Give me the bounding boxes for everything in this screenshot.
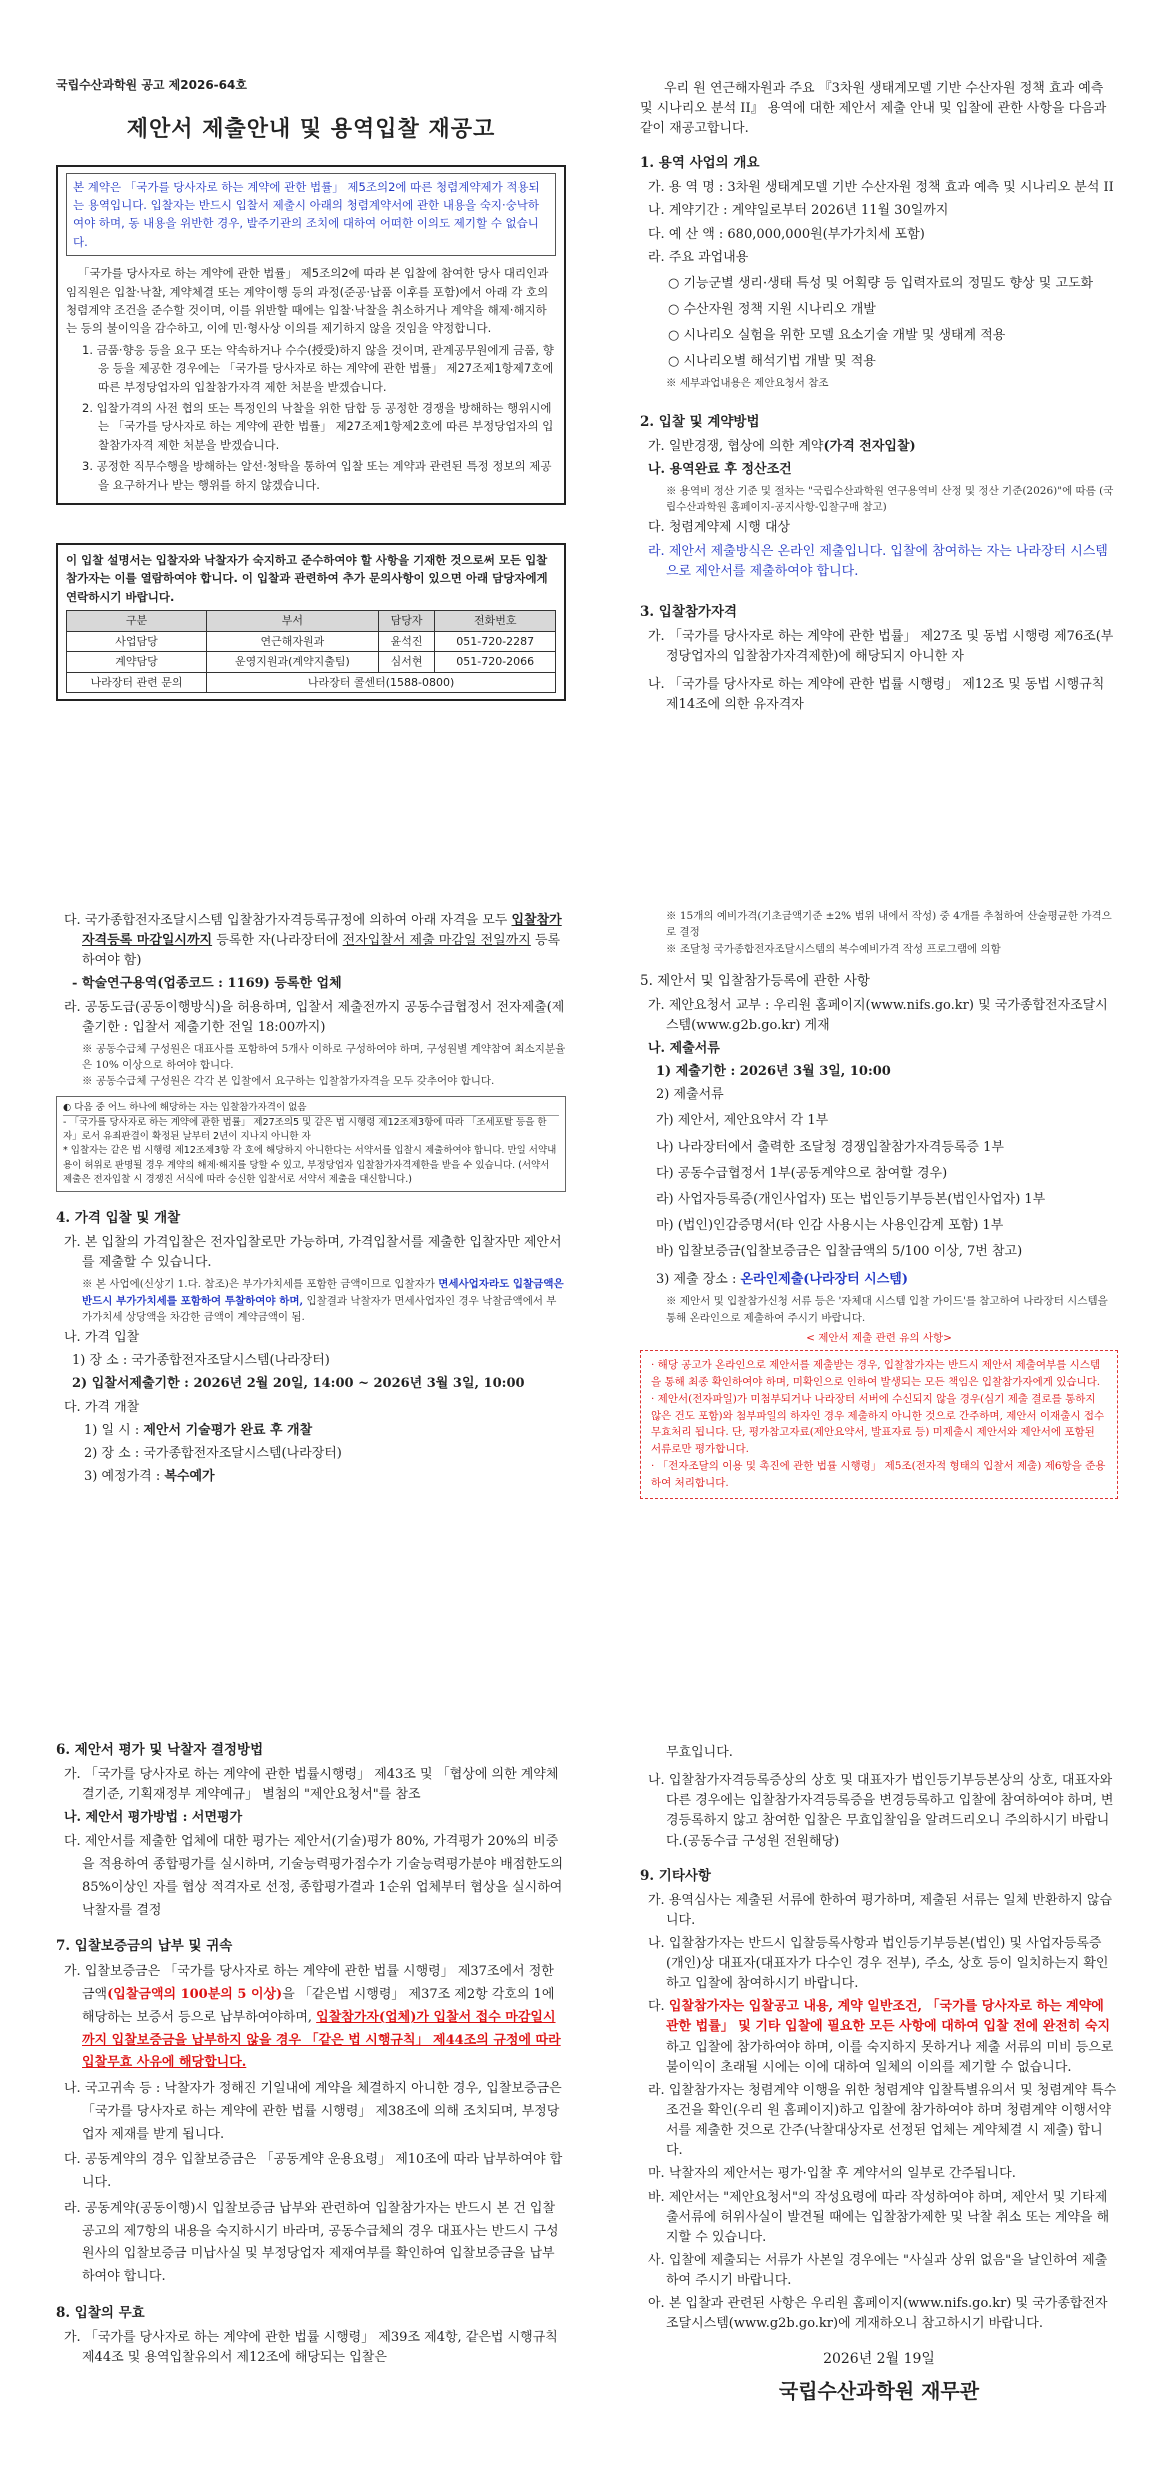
task-item: ○ 시나리오별 해석기법 개발 및 적용 (668, 354, 876, 370)
section-note (56, 1276, 566, 1325)
contact-cell: 051-720-2287 (435, 631, 556, 652)
section-item: 나. 제안서 평가방법 : 서면평가 (64, 1810, 243, 1826)
section-item: 라. 입찰참가자는 청렴계약 이행을 위한 청렴계약 입찰특별유의서 및 청렴계약 특수조건을 확인(우리 원 홈페이지)하고 입찰에 참가하여야 하며 청렴계약 이행서약서를 제출한 것으로 간주(낙찰대상자로 선정된 업체는 계약체결 시 제출) 합니다. (648, 2082, 1117, 2159)
list-item: 마) (법인)인감증명서(타 인감 사용시는 사용인감계 포함) 1부 (656, 1217, 1004, 1233)
contact-cell: 윤석진 (378, 631, 435, 652)
contact-cell: 계약담당 (67, 652, 207, 673)
section-item: 나. 입찰참가자는 반드시 입찰등록사항과 법인등기부등본(법인) 및 사업자등록증(개인)상 대표자(대표자가 다수인 경우 전부), 주소, 상호 등이 일치하는지 확인하고 입찰에 참여하시기 바랍니다. (648, 1935, 1109, 1992)
section-item-text: 가. 일반경쟁, 협상에 의한 계약 (648, 438, 824, 454)
contact-cell: 051-720-2066 (435, 652, 556, 673)
section-item: 다. 예 산 액 : 680,000,000원(부가가치세 포함) (648, 226, 925, 242)
section-2-heading: 2. 입찰 및 계약방법 (640, 413, 760, 430)
item-value: 복수예가 (164, 1468, 215, 1484)
section-item: 가. 제안요청서 교부 : 우리원 홈페이지(www.nifs.go.kr) 및 국가종합전자조달시스템(www.g2b.go.kr) 게재 (648, 997, 1108, 1033)
section-item: 바. 제안서는 "제안요청서"의 작성요령에 따라 작성하여야 하며, 제안서 및 기타제출서류에 허위사실이 발견될 때에는 입찰참가제한 및 낙찰 취소 또는 계약을 해지할 수 있습니다. (648, 2189, 1110, 2245)
issuer-signature: 국립수산과학원 재무관 (778, 2379, 980, 2404)
section-item: 무효입니다. (666, 1745, 733, 1760)
contact-box (56, 543, 566, 702)
warning-item: · 제안서(전자파일)가 미첨부되거나 나라장터 서버에 수신되지 않을 경우(심기 제출 결로를 통하지 않은 건도 포함)와 첨부파일의 하자인 경우 제출하지 아니한 것으로 간주하며, 제안서 이재출시 접수 무효처리 됩니다. 단, 평가참고자료(제안요약서, 발표자료 등) 미제출시 제안서와 제안서에 포함된 서류로만 평가합니다. (651, 1392, 1105, 1456)
section-item (640, 1997, 1118, 2078)
section-item: 가. 본 입찰의 가격입찰은 전자입찰로만 가능하며, 가격입찰서를 제출한 입찰자만 제안서를 제출할 수 있습니다. (64, 1235, 562, 1271)
section-item (640, 437, 1118, 457)
section-item: 나. 가격 입찰 (64, 1330, 140, 1346)
section-item-bold: (가격 전자입찰) (823, 438, 916, 454)
section-note: ※ 공동수급체 구성원은 대표사를 포함하여 5개사 이하로 구성하여야 하며, 구성원별 계약참여 최소지분율은 10% 이상으로 하여야 합니다. (82, 1042, 566, 1072)
section-item-text: 등록한 자(나라장터에 (212, 933, 343, 949)
section-note: ※ 세부과업내용은 제안요청서 참조 (666, 377, 829, 390)
contact-intro: 이 입찰 설명서는 입찰자와 낙찰자가 숙지하고 준수하여야 할 사항을 기재한 것으로써 모든 입찰참가자는 이를 열람하여야 합니다. 이 입찰과 관련하여 추가 문의사항이 있으면 아래 담당자에게 연락하시기 바랍니다. (66, 552, 548, 604)
integrity-box (56, 165, 566, 505)
task-item: ○ 수산자원 정책 지원 시나리오 개발 (668, 302, 876, 318)
contact-header: 전화번호 (435, 611, 556, 632)
item-text: 가. 입찰보증금은 「국가를 당사자로 하는 계약에 관한 법률 시행령」 제37조에서 정한 금액 (64, 1964, 554, 2003)
contact-cell: 운영지원과(계약지출팀) (207, 652, 379, 673)
page3-right (640, 1740, 1118, 2407)
section-item: 라. 공동도급(공동이행방식)을 허용하며, 입찰서 제출전까지 공동수급협정서 전자제출(제출기한 : 입찰서 제출기한 전일 18:00까지) (64, 999, 565, 1035)
integrity-inner-notice: 본 계약은 「국가를 당사자로 하는 계약에 관한 법률」 제5조의2에 따른 청렴계약제가 적용되는 용역입니다. 입찰자는 반드시 입찰서 제출시 아래의 청렴계약서에 관한 내용을 숙지·숭낙하여야 하며, 동 내용을 위반한 경우, 발주기관의 조치에 대하여 어떠한 이의도 제기할 수 없습니다. (66, 173, 556, 257)
section-item: 사. 입찰에 제출되는 서류가 사본일 경우에는 "사실과 상위 없음"을 날인하여 제출하여 주시기 바랍니다. (648, 2253, 1108, 2289)
section-item-highlight: 라. 제안서 제출방식은 온라인 제출입니다. 입찰에 참여하는 자는 나라장터 시스템으로 제안서를 제출하여야 합니다. (648, 543, 1108, 579)
contact-cell: 연근해자원과 (207, 631, 379, 652)
item-text: 하고 입찰에 참가하여야 하며, 이를 숙지하지 못하거나 제출 서류의 미비 등으로 불이익이 초래될 시에는 이에 대하여 일체의 이의를 제기할 수 없습니다. (666, 2039, 1114, 2075)
section-4-heading: 4. 가격 입찰 및 개찰 (56, 1210, 181, 1227)
section-item: 라. 공동계약(공동이행)시 입찰보증금 납부와 관련하여 입찰참가자는 반드시 본 건 입찰공고의 제7항의 내용을 숙지하시기 바라며, 공동수급체의 경우 대표사는 반드시 구성원사의 입찰보증금 미납사실 및 부정당업자 제재여부를 확인하여 입찰보증금을 납부하여야 합니다. (64, 2200, 559, 2285)
section-note: ※ 조달청 국가종합전자조달시스템의 복수예비가격 작성 프로그램에 의함 (666, 942, 1001, 955)
contact-header: 담당자 (378, 611, 435, 632)
integrity-item: 2. 입찰가격의 사전 협의 또는 특정인의 낙찰을 위한 담합 등 공정한 경쟁을 방해하는 행위시에는 「국가를 당사자로 하는 계약에 관한 법률」 제27조제1항제2호에 따른 부정당업자의 입찰참가자격 제한 처분을 받겠습니다. (82, 400, 554, 452)
task-item: ○ 시나리오 실험을 위한 모델 요소기술 개발 및 생태계 적용 (668, 328, 1006, 344)
section-5-heading: 5. 제안서 및 입찰참가등록에 관한 사항 (640, 972, 870, 989)
contact-cell: 사업담당 (67, 631, 207, 652)
list-item: 가) 제안서, 제안요약서 각 1부 (656, 1113, 829, 1129)
item-highlight: (입찰금액의 100분의 5 이상) (107, 1987, 283, 2003)
item-label: 3) 제출 장소 : (656, 1272, 741, 1288)
contact-table (66, 610, 556, 693)
section-item: 가. 용 역 명 : 3차원 생태계모델 기반 수산자원 정책 효과 예측 및 시나리오 분석 II (648, 180, 1114, 196)
item-highlight: 입찰참가자(업체)가 입찰서 접수 마감일시까지 입찰보증금을 납부하지 않을 경우 「같은 법 시행규칙」 제44조의 규정에 따라 입찰무효 사유에 해당합니다. (82, 2009, 561, 2071)
warning-title: < 제안서 제출 관련 유의 사항> (806, 1331, 952, 1344)
announcement-number: 국립수산과학원 공고 제2026-64호 (56, 78, 247, 92)
section-item: 1) 제출기한 : 2026년 3월 3일, 10:00 (656, 1064, 891, 1080)
warning-box (640, 1350, 1118, 1498)
integrity-item: 3. 공정한 직무수행을 방해하는 알선·청탁을 통하여 입찰 또는 계약과 관련된 특정 정보의 제공을 요구하거나 받는 행위를 하지 않겠습니다. (82, 459, 552, 492)
document-date: 2026년 2월 19일 (823, 2350, 935, 2367)
section-item: 다. 가격 개찰 (64, 1399, 140, 1415)
list-item: 바) 입찰보증금(입찰보증금은 입찰금액의 5/100 이상, 7번 참고) (656, 1244, 1023, 1260)
section-item-text: 다. 국가종합전자조달시스템 입찰참가자격등록규정에 의하여 아래 자격을 모두 (64, 913, 512, 928)
contact-header: 부서 (207, 611, 379, 632)
section-item: 나. 계약기간 : 계약일로부터 2026년 11월 30일까지 (648, 203, 949, 219)
item-value: 제안서 기술평가 완료 후 개찰 (143, 1422, 313, 1438)
note-highlight: 면세사업자라도 입찰금액은 반드시 부가가치세를 포함하여 투찰하여야 하며, (82, 1278, 564, 1307)
section-item: 마. 낙찰자의 제안서는 평가·입찰 후 계약서의 일부로 간주됩니다. (648, 2166, 1016, 2182)
section-item: 나. 「국가를 당사자로 하는 계약에 관한 법률 시행령」 제12조 및 동법 시행규칙 제14조에 의한 유자격자 (648, 677, 1105, 713)
disqualification-box (56, 1096, 566, 1193)
section-note: ※ 공동수급체 구성원은 각각 본 입찰에서 요구하는 입찰참가자격을 모두 갖추어야 합니다. (82, 1075, 495, 1088)
item-label: 3) 예정가격 : (84, 1468, 165, 1484)
section-item-underline: 입찰참가자격등록 마감일시까지 (82, 913, 562, 949)
contact-cell: 나라장터 콜센터(1588-0800) (207, 672, 556, 693)
table-row (67, 672, 556, 693)
contact-cell: 나라장터 관련 문의 (67, 672, 207, 693)
document-title: 제안서 제출안내 및 용역입찰 재공고 (126, 116, 496, 142)
section-item: 가. 「국가를 당사자로 하는 계약에 관한 법률 시행령」 제39조 제4항, 같은법 시행규칙 제44조 및 용역입찰유의서 제12조에 해당되는 입찰은 (64, 2329, 558, 2365)
integrity-item: 1. 금품·향응 등을 요구 또는 약속하거나 수수(授受)하지 않을 것이며, 관계공무원에게 금품, 향응 등을 제공한 경우에는 「국가를 당사자로 하는 계약에 관한 법률」 제27조제1항제7호에 따른 부정당업자의 입찰참가자격 제한 처분을 받겠습니다. (82, 342, 554, 394)
section-item: - 학술연구용역(업종코드 : 1169) 등록한 업체 (72, 976, 342, 992)
section-6-heading: 6. 제안서 평가 및 낙찰자 결정방법 (56, 1742, 264, 1758)
note-text: ※ 본 사업에(신상기 1.다. 참조)은 부가가치세를 포함한 금액이므로 입찰자가 (82, 1278, 439, 1291)
section-item: 나. 용역완료 후 정산조건 (648, 461, 792, 477)
section-item (56, 911, 566, 971)
section-item: 나. 제출서류 (648, 1041, 720, 1056)
section-item (56, 1961, 566, 2075)
item-label: 1) 일 시 : (84, 1422, 144, 1438)
page3-left (56, 1740, 566, 2371)
section-item: 2) 입찰서제출기한 : 2026년 2월 20일, 14:00 ~ 2026년 3월 3일, 10:00 (72, 1376, 525, 1392)
list-item: 라) 사업자등록증(개인사업자) 또는 법인등기부등본(법인사업자) 1부 (656, 1191, 1046, 1207)
section-item: 다. 공동계약의 경우 입찰보증금은 「공동계약 운용요령」 제10조에 따라 납부하여야 합니다. (64, 2152, 563, 2191)
page2-left (56, 908, 566, 1490)
section-item: 나. 국고귀속 등 : 낙찰자가 정해진 기일내에 계약을 체결하지 아니한 경우, 입찰보증금은 「국가를 당사자로 하는 계약에 관한 법률 시행령」 제38조에 의해 조치되며, 부정당업자 제재를 받게 됩니다. (64, 2081, 562, 2142)
integrity-paragraph: 「국가를 당사자로 하는 계약에 관한 법률」 제5조의2에 따라 본 입찰에 참여한 당사 대리인과 임직원은 입찰·낙찰, 계약체결 또는 계약이행 등의 과정(준공·납품 이후를 포함)에서 아래 각 호의 청렴계약 조건을 준수할 것이며, 이를 위반할 때에는 입찰·낙찰을 취소하거나 계약을 해제·해지하는 등의 불이익을 감수하고, 이에 민·형사상 이의를 제기하지 않을 것임을 약정합니다. (66, 266, 549, 336)
section-item: 라. 주요 과업내용 (648, 249, 749, 265)
page1-left (56, 76, 566, 701)
section-7-heading: 7. 입찰보증금의 납부 및 귀속 (56, 1938, 233, 1955)
disqualification-line: - 「국가를 당사자로 하는 계약에 관한 법률」 제27조의5 및 같은 법 시행령 제12조제3항에 따라 「조세포탈 등을 한 자」로서 유죄판결이 확정된 날부터 2년이 지나지 아니한 자 (63, 1116, 547, 1143)
list-item: 다) 공동수급협정서 1부(공동계약으로 참여할 경우) (656, 1165, 948, 1181)
note-text: 입찰결과 낙찰자가 면세사업자인 경우 낙찰금액에서 부가가치세 상당액을 차감한 금액이 계약금액이 됨. (82, 1294, 557, 1323)
list-item: 나) 나라장터에서 출력한 조달청 경쟁입찰참가자격등록증 1부 (656, 1139, 1004, 1155)
contact-header: 구분 (67, 611, 207, 632)
section-item (56, 1421, 566, 1441)
section-item: 2) 제출서류 (656, 1087, 724, 1103)
warning-item: · 해당 공고가 온라인으로 제안서를 제출받는 경우, 입찰참가자는 반드시 제안서 제출여부를 시스템을 통해 최종 확인하여야 하며, 미확인으로 인하여 발생되는 모든 책임은 입찰참가자에게 있습니다. (651, 1359, 1101, 1388)
section-item: 가. 「국가를 당사자로 하는 계약에 관한 법률시행령」 제43조 및 「협상에 의한 계약체결기준, 기획재정부 계약예규」 별첨의 "제안요청서"를 참조 (64, 1766, 559, 1803)
item-value: 온라인제출(나라장터 시스템) (740, 1272, 909, 1288)
item-text: 을 「같은법 시행령」 제37조 제2항 각호의 1에 해당하는 보증서 등으로 납부하여야하며, (82, 1987, 555, 2025)
warning-item: · 「전자조달의 이용 및 촉진에 관한 법률 시행령」 제5조(전자적 형태의 입찰서 제출) 제6항을 준용하여 처리합니다. (651, 1459, 1106, 1489)
disqualification-line: ◐ 다음 중 어느 하나에 해당하는 자는 입찰참가자격이 없음 (63, 1101, 559, 1116)
section-item: 가. 「국가를 당사자로 하는 계약에 관한 법률」 제27조 및 동법 시행령 제76조(부정당업자의 입찰참가자격제한)에 해당되지 아니한 자 (648, 628, 1114, 664)
section-item: 아. 본 입찰과 관련된 사항은 우리원 홈페이지(www.nifs.go.kr) 및 국가종합전자조달시스템(www.g2b.go.kr)에 게재하오니 참고하시기 바랍니다. (648, 2296, 1108, 2332)
section-item: 다. 제안서를 제출한 업체에 대한 평가는 제안서(기술)평가 80%, 가격평가 20%의 비중을 적용하여 종합평가를 실시하며, 기술능력평가점수가 기술능력평가분야 배점한도의 85%이상인 자를 협상 적격자로 선정, 종합평가결과 1순위 업체부터 협상을 실시하여 낙찰자를 결정 (64, 1834, 564, 1918)
section-item: 1) 장 소 : 국가종합전자조달시스템(나라장터) (72, 1353, 330, 1369)
section-item (640, 1270, 1118, 1290)
section-item: 2) 장 소 : 국가종합전자조달시스템(나라장터) (84, 1445, 342, 1461)
item-highlight: 입찰참가자는 입찰공고 내용, 계약 일반조건, 「국가를 당사자로 하는 계약에 관한 법률」 및 기타 입찰에 필요한 모든 사항에 대하여 입찰 전에 완전히 숙지 (666, 1999, 1111, 2035)
disqualification-line: * 입찰자는 같은 법 시행령 제12조제3항 각 호에 해당하지 아니한다는 서약서를 입찰시 제출하여야 합니다. 만일 서약내용이 허위로 판명될 경우 계약의 해제·해지를 당할 수 있고, 부정당업자 입찰참가자격제한을 받을 수 있습니다. (서약서 제출은 전자입찰 시 경쟁진 서식에 따라 승신한 입찰서로 서약서 제출을 대신합니다.) (63, 1145, 557, 1185)
section-item: 나. 입찰참가자격등록증상의 상호 및 대표자가 법인등기부등본상의 상호, 대표자와 다른 경우에는 입찰참가자격등록증을 변경등록하고 입찰에 참여하여야 하며, 변경등록하지 않고 참여한 입찰은 무효입찰임을 알려드리오니 주의하시기 바랍니다.(공동수급 구성원 전원해당) (648, 1773, 1114, 1849)
item-text: 다. (648, 1999, 669, 2015)
section-item-text: 등록하여야 함) (82, 933, 561, 969)
contact-cell: 심서현 (378, 652, 435, 673)
table-row (67, 631, 556, 652)
section-note: ※ 15개의 예비가격(기초금액기준 ±2% 범위 내에서 작성) 중 4개를 추첨하여 산술평균한 가격으로 결정 (666, 910, 1112, 939)
section-item (56, 1467, 566, 1487)
section-item: 다. 청렴계약제 시행 대상 (648, 520, 791, 536)
section-note: ※ 제안서 및 입찰참가신청 서류 등은 '자체대 시스템 입찰 가이드'를 참고하여 나라장터 시스템을 통해 온라인으로 제출하여 주시기 바랍니다. (666, 1295, 1108, 1324)
section-8-heading: 8. 입찰의 무효 (56, 2304, 145, 2321)
section-3-heading: 3. 입찰참가자격 (640, 603, 738, 620)
section-item-underline: 전자입찰서 제출 마감일 전일까지 (342, 933, 531, 949)
page2-right (640, 908, 1118, 1499)
intro-paragraph: 우리 원 연근해자원과 주요 『3차원 생태계모델 기반 수산자원 정책 효과 예측 및 시나리오 분석 II』 용역에 대한 제안서 제출 안내 및 입찰에 관한 사항을 다음과 같이 재공고합니다. (640, 81, 1107, 137)
section-item: 가. 용역심사는 제출된 서류에 한하여 평가하며, 제출된 서류는 일체 반환하지 않습니다. (648, 1892, 1113, 1928)
table-row (67, 652, 556, 673)
page1-right (640, 76, 1118, 718)
task-item: ○ 기능군별 생리·생태 특성 및 어획량 등 입력자료의 정밀도 향상 및 고도화 (668, 275, 1094, 291)
section-note: ※ 용역비 정산 기준 및 절차는 "국립수산과학원 연구용역비 산정 및 정산 기준(2026)"에 따름 (국립수산과학원 홈페이지-공지사항-입찰구매 참고) (666, 484, 1114, 514)
section-1-heading: 1. 용역 사업의 개요 (640, 155, 760, 172)
section-9-heading: 9. 기타사항 (640, 1867, 711, 1884)
